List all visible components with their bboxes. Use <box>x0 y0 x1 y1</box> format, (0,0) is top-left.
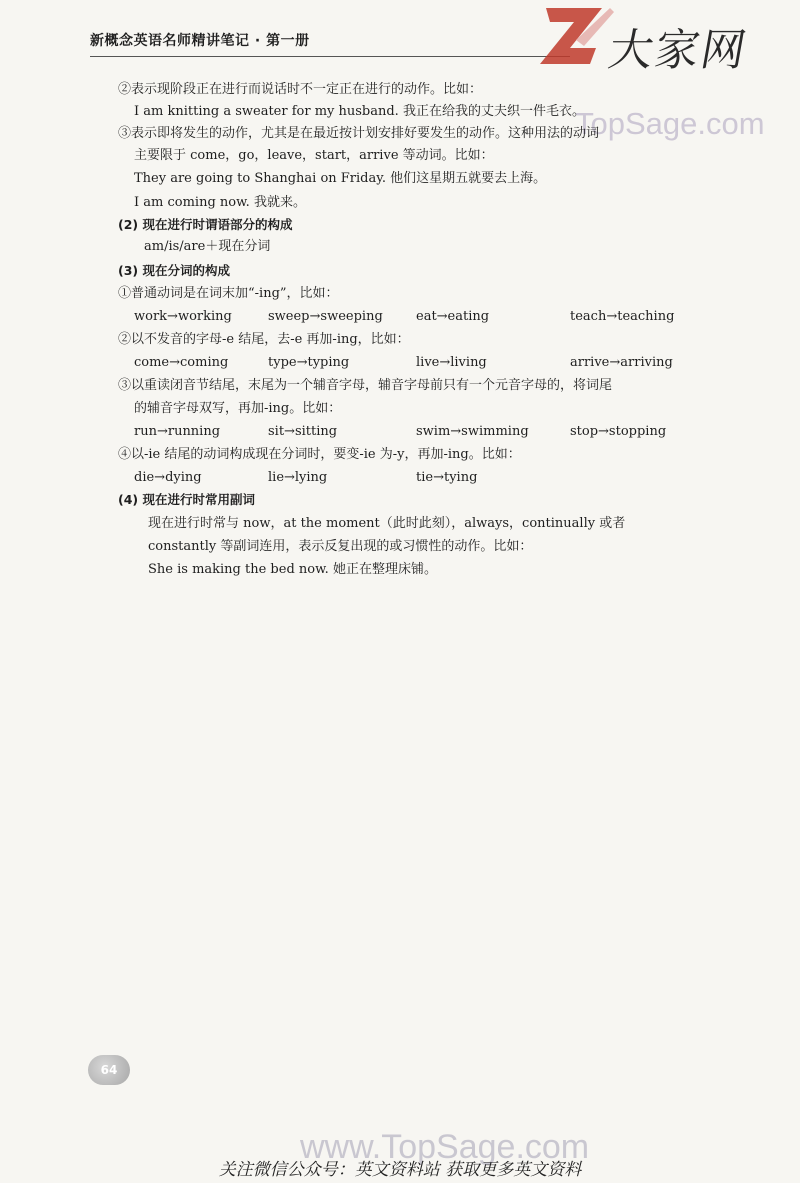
rule-1-examples <box>134 307 734 327</box>
rule-2: ②以不发音的字母-e 结尾，去-e 再加-ing，比如： <box>118 332 410 347</box>
rule-2-examples <box>134 353 734 373</box>
usage-2-example: I am knitting a sweater for my husband. 我正在给我的丈夫织一件毛衣。 <box>134 104 585 119</box>
usage-2: ②表示现阶段正在进行而说话时不一定正在进行的动作。比如： <box>118 82 483 97</box>
rule-4: ④以-ie 结尾的动词构成现在分词时，要变-ie 为-y，再加-ing。比如： <box>118 447 521 462</box>
example-word: teach→teaching <box>570 309 675 324</box>
rule-4-examples <box>134 468 734 488</box>
example-word: arrive→arriving <box>570 355 673 370</box>
section-heading-2: (2) 现在进行时谓语部分的构成 <box>118 217 293 232</box>
example-word: lie→lying <box>268 470 328 485</box>
example-word: type→typing <box>268 355 350 370</box>
watermark-bottom: www.TopSage.com <box>300 1128 590 1166</box>
brand-name: 大家网 <box>604 25 752 76</box>
adverbs-paragraph-2: constantly 等副词连用，表示反复出现的或习惯性的动作。比如： <box>148 539 533 554</box>
adverbs-paragraph-1: 现在进行时常与 now，at the moment（此时此刻），always，continually 或者 <box>148 516 626 531</box>
section-heading-4: (4) 现在进行时常用副词 <box>118 492 255 507</box>
rule-3: ③以重读闭音节结尾，末尾为一个辅音字母，辅音字母前只有一个元音字母的，将词尾 <box>118 378 613 393</box>
structure-formula: am/is/are＋现在分词 <box>144 239 271 254</box>
example-word: stop→stopping <box>570 424 667 439</box>
watermark-text: TopSage.com <box>575 106 765 141</box>
example-word: come→coming <box>134 355 229 370</box>
page-number: 64 <box>88 1055 130 1085</box>
example-word: swim→swimming <box>416 424 529 439</box>
example-word: work→working <box>134 309 232 324</box>
example-word: die→dying <box>134 470 202 485</box>
rule-3-examples <box>134 422 734 442</box>
usage-3-continued: 主要限于 come，go，leave，start，arrive 等动词。比如： <box>134 148 494 163</box>
rule-3-continued: 的辅音字母双写，再加-ing。比如： <box>134 401 342 416</box>
usage-3-example-1: They are going to Shanghai on Friday. 他们这星期五就要去上海。 <box>134 171 547 186</box>
example-word: run→running <box>134 424 221 439</box>
example-word: tie→tying <box>416 470 478 485</box>
usage-3: ③表示即将发生的动作，尤其是在最近按计划安排好要发生的动作。这种用法的动词 <box>118 126 600 141</box>
example-word: live→living <box>416 355 487 370</box>
usage-3-example-2: I am coming now. 我就来。 <box>134 195 306 210</box>
rule-1: ①普通动词是在词末加“-ing”，比如： <box>118 286 339 301</box>
section-heading-3: (3) 现在分词的构成 <box>118 263 230 278</box>
example-word: sit→sitting <box>268 424 338 439</box>
adverbs-example: She is making the bed now. 她正在整理床铺。 <box>148 562 437 577</box>
running-header: 新概念英语名师精讲笔记 · 第一册 <box>90 30 570 57</box>
example-word: eat→eating <box>416 309 490 324</box>
footer-note: 关注微信公众号：英文资料站 获取更多英文资料 <box>218 1160 582 1180</box>
example-word: sweep→sweeping <box>268 309 383 324</box>
